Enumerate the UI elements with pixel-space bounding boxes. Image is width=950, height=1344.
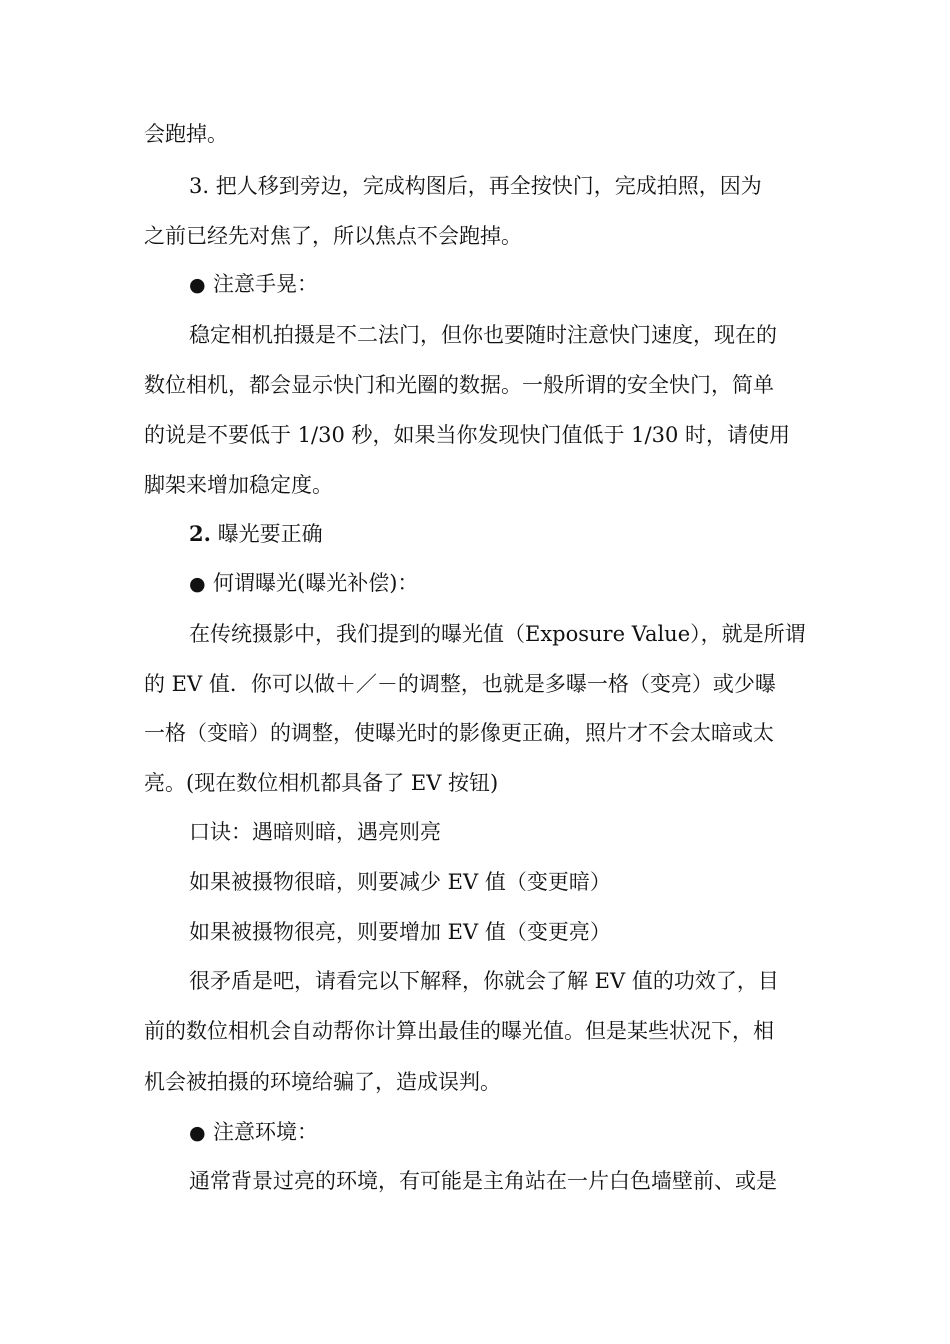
bullet-icon: ● bbox=[189, 274, 206, 296]
text-line-14: 一格（变暗）的调整，使曝光时的影像更正确，照片才不会太暗或太 bbox=[144, 721, 774, 745]
section-title: 曝光要正确 bbox=[217, 522, 323, 546]
bullet-what-is-exposure bbox=[189, 568, 812, 599]
bullet-what-is-exposure-label: 何谓曝光(曝光补偿)： bbox=[213, 571, 419, 595]
text-line-17: 如果被摄物很暗，则要减少 EV 值（变更暗） bbox=[189, 870, 611, 894]
bullet-icon: ● bbox=[189, 1122, 206, 1144]
text-line-13: 的 EV 值．你可以做＋／－的调整，也就是多曝一格（变亮）或少曝 bbox=[144, 672, 776, 696]
text-line-2: 3. 把人移到旁边，完成构图后，再全按快门，完成拍照，因为 bbox=[189, 174, 762, 198]
text-line-8: 脚架来增加稳定度。 bbox=[144, 473, 333, 497]
section-heading-exposure bbox=[189, 519, 812, 549]
text-line-20: 前的数位相机会自动帮你计算出最佳的曝光值。但是某些状况下，相 bbox=[144, 1019, 774, 1043]
text-line-19: 很矛盾是吧，请看完以下解释，你就会了解 EV 值的功效了，目 bbox=[189, 969, 779, 993]
text-line-21: 机会被拍摄的环境给骗了，造成误判。 bbox=[144, 1070, 501, 1094]
bullet-hand-shake bbox=[189, 269, 812, 300]
text-line-7: 的说是不要低于 1/30 秒，如果当你发现快门值低于 1/30 时，请使用 bbox=[144, 423, 791, 447]
text-line-23: 通常背景过亮的环境，有可能是主角站在一片白色墙壁前、或是 bbox=[189, 1169, 777, 1193]
bullet-environment bbox=[189, 1117, 812, 1148]
text-line-3: 之前已经先对焦了，所以焦点不会跑掉。 bbox=[144, 224, 522, 248]
text-line-6: 数位相机，都会显示快门和光圈的数据。一般所谓的安全快门，简单 bbox=[144, 373, 774, 397]
bullet-icon: ● bbox=[189, 573, 206, 595]
text-line-1: 会跑掉。 bbox=[144, 122, 228, 146]
text-line-16: 口诀：遇暗则暗，遇亮则亮 bbox=[189, 820, 441, 844]
section-number: 2. bbox=[189, 521, 211, 546]
bullet-hand-shake-label: 注意手晃： bbox=[213, 272, 318, 296]
text-line-5: 稳定相机拍摄是不二法门，但你也要随时注意快门速度，现在的 bbox=[189, 323, 777, 347]
bullet-environment-label: 注意环境： bbox=[213, 1120, 318, 1144]
text-line-12: 在传统摄影中，我们提到的曝光值（Exposure Value），就是所谓 bbox=[189, 622, 806, 646]
text-line-18: 如果被摄物很亮，则要增加 EV 值（变更亮） bbox=[189, 920, 611, 944]
text-line-15: 亮。(现在数位相机都具备了 EV 按钮) bbox=[144, 771, 499, 795]
